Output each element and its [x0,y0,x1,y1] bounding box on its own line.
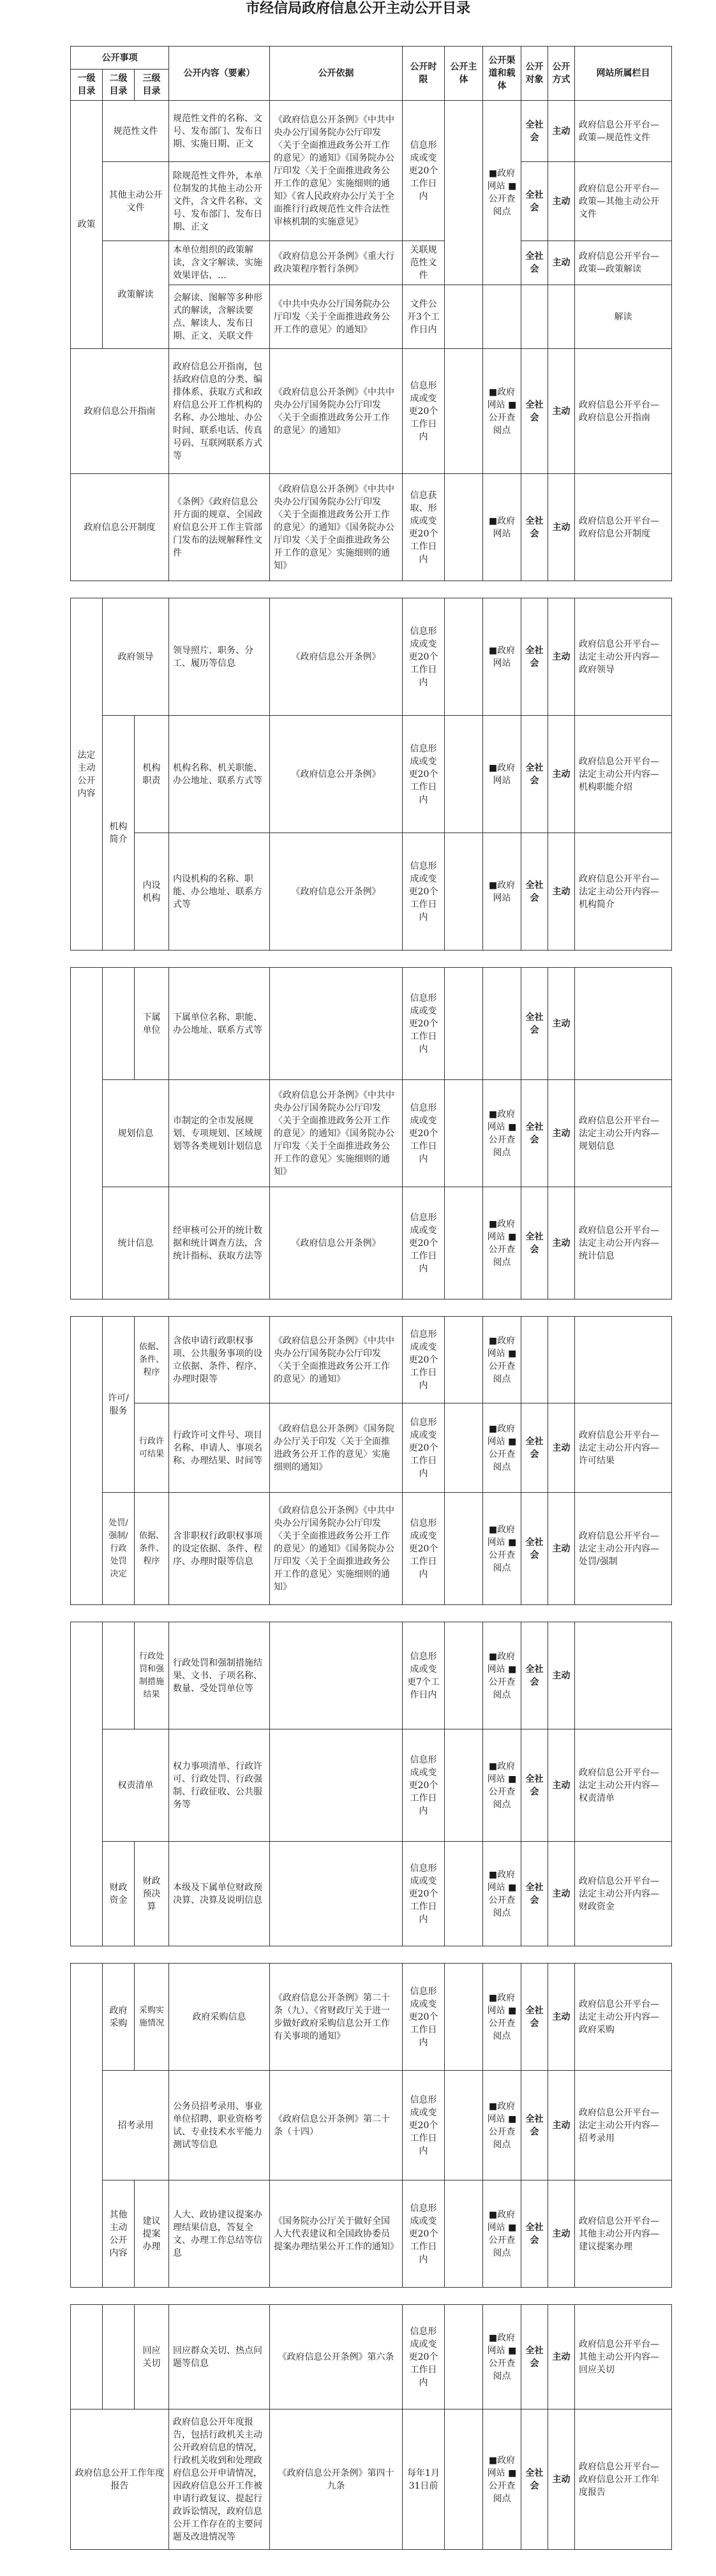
cell-subject [445,285,483,349]
header-l3: 三级目录 [135,70,169,101]
cell-method: 主动 [548,349,575,474]
cell-time: 关联规范性文件 [403,241,445,285]
cell-column: 政府信息公开平台—法定主动公开内容—规划信息 [575,1080,672,1187]
cell-subject [445,474,483,581]
cell-column: 政府信息公开平台—政府信息公开制度 [575,474,672,581]
cell-content: 政府信息公开指南，包括政府信息的分类、编排体系、获取方式和政府信息公开工作机构的名称、办公地址、办公时间、联系电话、传真号码、互联网联系方式等 [169,349,270,474]
cell-column: 政府信息公开平台—法定主动公开内容—政府采购 [575,1964,672,2071]
cell-method: 主动 [548,474,575,581]
cell-target: 全社会 [521,968,548,1080]
cell-subject [445,716,483,833]
header-method: 公开方式 [548,47,575,101]
cell-target: 全社会 [521,716,548,833]
cell-basis: 《政府信息公开条例》第六条 [270,2305,403,2409]
header-subject: 公开主体 [445,47,483,101]
cell-content: 政府信息公开年度报告，包括行政机关主动公开政府信息的情况，行政机关收到和处理政府信息公开申请情况，因政府信息公开工作被申请行政复议、提起行政诉讼情况，政府信息公开工作存在的主要问题及改进情况等 [169,2409,270,2550]
cell-time: 信息形成或变更20个工作日内 [403,101,445,241]
cell-l1 [71,2305,103,2409]
header-l2: 二级目录 [103,70,135,101]
cell-l1 [71,1622,103,1946]
header-time: 公开时限 [403,47,445,101]
cell-content: 市制定的全市发展规划、专项规划、区域规划等各类规划计划信息 [169,1080,270,1187]
table-row [71,101,672,162]
table-row [71,1729,672,1842]
cell-time: 信息形成或变更20个工作日内 [403,968,445,1080]
cell-l2: 统计信息 [103,1187,169,1299]
cell-carrier [483,968,521,1080]
table-row [71,598,672,716]
header-row-1 [71,47,672,70]
cell-target: 全社会 [521,2305,548,2409]
cell-time: 信息形成或变更20个工作日内 [403,1964,445,2071]
cell-carrier: ■政府网站 ■公开查阅点 [483,2409,521,2550]
cell-content: 行政处罚和强制措施结果、文书、子项名称、数量、受处罚单位等 [169,1622,270,1729]
cell-carrier: ■政府网站 [483,833,521,951]
cell-target: 全社会 [521,1622,548,1729]
cell-carrier: ■政府网站 ■公开查阅点 [483,2180,521,2288]
cell-time: 信息形成或变更20个工作日内 [403,1729,445,1842]
cell-column: 政府信息公开平台—法定主动公开内容—机构职能介绍 [575,716,672,833]
cell-method: 主动 [548,101,575,162]
cell-l2: 权责清单 [103,1729,169,1842]
table-row [71,1964,672,2071]
cell-l2 [103,1622,135,1729]
cell-method: 主动 [548,1964,575,2071]
section-separator [71,1605,672,1622]
cell-target: 全社会 [521,162,548,241]
cell-basis: 《政府信息公开条例》《重大行政决策程序暂行条例》 [270,241,403,285]
section-separator [71,2288,672,2305]
cell-target: 全社会 [521,2180,548,2288]
cell-carrier: ■政府网站 ■公开查阅点 [483,1964,521,2071]
cell-content: 本级及下属单位财政预决算、决算及说明信息 [169,1842,270,1946]
cell-target: 全社会 [521,474,548,581]
header-content: 公开内容（要素） [169,47,270,101]
cell-basis: 《政府信息公开条例》《中共中央办公厅国务院办公厅印发〈关于全面推进政务公开工作的意见〉的通知》 [270,1317,403,1403]
cell-subject [445,833,483,951]
cell-method [548,1317,575,1403]
cell-target: 全社会 [521,2409,548,2550]
cell-method: 主动 [548,241,575,285]
cell-content: 本单位组织的政策解读，含文字解读、实施效果评估、… [169,241,270,285]
cell-carrier: ■政府网站 [483,598,521,716]
cell-carrier: ■政府网站 ■公开查阅点 [483,2071,521,2180]
cell-content: 行政许可文件号、项目名称、申请人、事项名称、办理结果、时间等 [169,1403,270,1493]
cell-time: 文件公开3个工作日内 [403,285,445,349]
cell-column: 政府信息公开平台—法定主动公开内容—许可结果 [575,1403,672,1493]
cell-target [521,1317,548,1403]
cell-target [521,285,548,349]
cell-l3: 财政预决算 [135,1842,169,1946]
cell-content: 权力事项清单、行政许可、行政处罚、行政强制、行政征收、公共服务等 [169,1729,270,1842]
cell-subject [445,2305,483,2409]
cell-l1 [71,968,103,1299]
cell-subject [445,1403,483,1493]
header-column: 网站所属栏目 [575,47,672,101]
cell-method: 主动 [548,968,575,1080]
cell-basis: 《政府信息公开条例》 [270,598,403,716]
cell-l2: 规划信息 [103,1080,169,1187]
cell-content: 公务员招考录用、事业单位招聘、职业资格考试、专业技术水平能力测试等信息 [169,2071,270,2180]
cell-basis: 《政府信息公开条例》第二十条（九）、《省财政厅关于进一步做好政府采购信息公开工作有关事项的通知》 [270,1964,403,2071]
cell-target: 全社会 [521,2071,548,2180]
cell-target: 全社会 [521,598,548,716]
cell-time: 信息形成或变更20个工作日内 [403,1842,445,1946]
cell-content: 机构名称、机关职能、办公地址、联系方式等 [169,716,270,833]
cell-subject [445,1842,483,1946]
table-row [71,1622,672,1729]
cell-subject [445,1187,483,1299]
cell-target: 全社会 [521,1964,548,2071]
table-row [71,1317,672,1403]
cell-basis [270,1842,403,1946]
cell-column [575,1317,672,1403]
cell-l3: 依据、条件、程序 [135,1493,169,1605]
cell-column: 政府信息公开平台—其他主动公开内容—回应关切 [575,2305,672,2409]
cell-column: 政府信息公开平台—政府信息公开指南 [575,349,672,474]
table-row [71,2409,672,2550]
header-carrier: 公开渠道和载体 [483,47,521,101]
cell-content: 领导照片、职务、分工、履历等信息 [169,598,270,716]
cell-basis: 《国务院办公厅关于做好全国人大代表建议和全国政协委员提案办理结果公开工作的通知》 [270,2180,403,2288]
cell-l3: 建议提案办理 [135,2180,169,2288]
cell-basis: 《中共中央办公厅国务院办公厅印发〈关于全面推进政务公开工作的意见〉的通知》 [270,285,403,349]
table-row [71,2305,672,2409]
cell-subject [445,968,483,1080]
cell-basis: 《政府信息公开条例》《国务院办公厅关于印发〈关于全面推进政务公开工作的意见〉实施细则的通知》 [270,1403,403,1493]
cell-l3: 行政许可结果 [135,1403,169,1493]
cell-time: 信息形成或变更20个工作日内 [403,598,445,716]
cell-column: 政府信息公开平台—政策—政策解读 [575,241,672,285]
cell-content: 除规范性文件外，本单位制发的其他主动公开文件，含文件名称、文号、发布部门、发布日期、正文 [169,162,270,241]
cell-time: 信息形成或变更20个工作日内 [403,2305,445,2409]
cell-method: 主动 [548,1622,575,1729]
cell-column: 政府信息公开平台—法定主动公开内容—权责清单 [575,1729,672,1842]
cell-subject [445,2071,483,2180]
cell-content: 政府采购信息 [169,1964,270,2071]
cell-column: 政府信息公开平台—法定主动公开内容—处罚/强制 [575,1493,672,1605]
cell-column: 政府信息公开平台—法定主动公开内容—政府领导 [575,598,672,716]
cell-column: 政府信息公开平台—政策—规范性文件 [575,101,672,162]
cell-l2: 规范性文件 [103,101,169,162]
cell-method: 主动 [548,598,575,716]
cell-l1: 政策 [71,101,103,349]
cell-time: 信息形成或变更20个工作日内 [403,2071,445,2180]
cell-column: 政府信息公开平台—其他主动公开内容—建议提案办理 [575,2180,672,2288]
cell-carrier: ■政府网站 ■公开查阅点 [483,1187,521,1299]
cell-column [575,968,672,1080]
cell-l3: 采购实施情况 [135,1964,169,2071]
cell-method: 主动 [548,1493,575,1605]
cell-target: 全社会 [521,1729,548,1842]
cell-method: 主动 [548,2180,575,2288]
cell-carrier: ■政府网站 ■公开查阅点 [483,1493,521,1605]
table-row [71,349,672,474]
cell-time: 信息形成或变更20个工作日内 [403,1317,445,1403]
cell-carrier: ■政府网站 ■公开查阅点 [483,2305,521,2409]
cell-time: 信息形成或变更20个工作日内 [403,2180,445,2288]
cell-carrier [483,285,521,349]
cell-target: 全社会 [521,1187,548,1299]
cell-column: 政府信息公开平台—政府信息公开工作年度报告 [575,2409,672,2550]
cell-l2: 政府采购 [103,1964,135,2071]
cell-carrier: ■政府网站 ■公开查阅点 [483,1842,521,1946]
cell-l2 [103,968,135,1080]
cell-time: 信息获取、形成或变更20个工作日内 [403,474,445,581]
cell-basis: 《政府信息公开条例》《中共中央办公厅国务院办公厅印发〈关于全面推进政务公开工作的意见〉的通知》 [270,349,403,474]
table-row [71,1187,672,1299]
cell-method: 主动 [548,1729,575,1842]
cell-method: 主动 [548,162,575,241]
cell-time: 信息形成或变更20个工作日内 [403,1403,445,1493]
cell-l2: 财政资金 [103,1842,135,1946]
cell-l2: 其他主动公开文件 [103,162,169,241]
cell-subject [445,349,483,474]
cell-target: 全社会 [521,241,548,285]
page-title: 市经信局政府信息公开主动公开目录 [245,0,470,17]
cell-subject [445,1729,483,1842]
cell-basis: 《政府信息公开条例》第二十条（十四） [270,2071,403,2180]
cell-subject [445,1964,483,2071]
cell-basis: 《政府信息公开条例》《中共中央办公厅国务院办公厅印发〈关于全面推进政务公开工作的意见〉的通知》《国务院办公厅印发〈关于全面推进政务公开工作的意见〉实施细则的通知》 [270,1080,403,1187]
cell-time: 信息形成或变更20个工作日内 [403,833,445,951]
cell-column: 政府信息公开平台—法定主动公开内容—招考录用 [575,2071,672,2180]
cell-time: 信息形成或变更20个工作日内 [403,716,445,833]
section-separator [71,1946,672,1964]
cell-method: 主动 [548,2071,575,2180]
table-row [71,1080,672,1187]
cell-method: 主动 [548,1403,575,1493]
cell-target: 全社会 [521,349,548,474]
cell-basis [270,1622,403,1729]
cell-subject [445,2180,483,2288]
table-row [71,716,672,833]
cell-content: 回应群众关切、热点问题等信息 [169,2305,270,2409]
cell-column: 政府信息公开平台—法定主动公开内容—统计信息 [575,1187,672,1299]
cell-basis: 《政府信息公开条例》 [270,716,403,833]
cell-basis [270,1729,403,1842]
cell-carrier: ■政府网站 ■公开查阅点 [483,1622,521,1729]
cell-subject [445,1493,483,1605]
cell-carrier: ■政府网站 ■公开查阅点 [483,1729,521,1842]
cell-l1 [71,1317,103,1605]
cell-method: 主动 [548,716,575,833]
table-row [71,1403,672,1493]
cell-content: 下属单位名称、职能、办公地址、联系方式等 [169,968,270,1080]
cell-time: 信息形成或变更20个工作日内 [403,1080,445,1187]
cell-l2 [103,2305,135,2409]
catalog-table-container [70,46,671,2550]
cell-content: 内设机构的名称、职能、办公地址、联系方式等 [169,833,270,951]
table-row [71,968,672,1080]
cell-content: 人大、政协建议提案办理结果信息，答复全文、办理工作总结等信息 [169,2180,270,2288]
cell-column: 解读 [575,285,672,349]
cell-basis [270,968,403,1080]
cell-l3: 回应关切 [135,2305,169,2409]
cell-carrier: ■政府网站 [483,474,521,581]
cell-method: 主动 [548,1842,575,1946]
header-target: 公开对象 [521,47,548,101]
cell-column: 政府信息公开平台—法定主动公开内容—机构简介 [575,833,672,951]
cell-content: 会解读、图解等多种形式的解读，含解读要点、解读人、发布日期、正文、关联文件 [169,285,270,349]
cell-time: 信息形成或变更20个工作日内 [403,349,445,474]
section-separator [71,581,672,598]
cell-subject [445,101,483,285]
cell-content: 含非职权行政职权事项的设定依据、条件、程序、办理时限等信息 [169,1493,270,1605]
cell-method: 主动 [548,1080,575,1187]
header-group: 公开事项 [71,47,169,70]
cell-subject [445,2409,483,2550]
cell-l3: 机构职责 [135,716,169,833]
cell-method: 主动 [548,833,575,951]
cell-basis: 《政府信息公开条例》《中共中央办公厅国务院办公厅印发〈关于全面推进政务公开工作的意见〉的通知》《国务院办公厅印发〈关于全面推进政务公开工作的意见〉实施细则的通知》 [270,1493,403,1605]
cell-column: 政府信息公开平台—政策—其他主动公开文件 [575,162,672,241]
cell-l1: 政府信息公开工作年度报告 [71,2409,169,2550]
cell-l2: 处罚/强制/行政处罚决定 [103,1493,135,1605]
section-separator [71,1299,672,1317]
cell-l1: 政府信息公开制度 [71,474,169,581]
cell-basis: 《政府信息公开条例》第四十九条 [270,2409,403,2550]
cell-l3: 依据、条件、程序 [135,1317,169,1403]
cell-method [548,285,575,349]
cell-l3: 行政处罚和强制措施结果 [135,1622,169,1729]
cell-subject [445,598,483,716]
cell-l1: 政府信息公开指南 [71,349,169,474]
cell-column: 政府信息公开平台—法定主动公开内容—财政资金 [575,1842,672,1946]
cell-carrier: ■政府网站 ■公开查阅点 [483,1080,521,1187]
cell-target: 全社会 [521,1842,548,1946]
cell-carrier: ■政府网站 ■公开查阅点 [483,101,521,285]
cell-carrier: ■政府网站 ■公开查阅点 [483,1403,521,1493]
cell-l3: 内设机构 [135,833,169,951]
cell-basis: 《政府信息公开条例》《中共中央办公厅国务院办公厅印发〈关于全面推进政务公开工作的意见〉的通知》《国务院办公厅印发〈关于全面推进政务公开工作的意见〉实施细则的通知》 [270,474,403,581]
table-row [71,1493,672,1605]
cell-method: 主动 [548,2305,575,2409]
cell-time: 信息形成或变更20个工作日内 [403,1187,445,1299]
cell-l2: 机构简介 [103,716,135,951]
cell-l2: 招考录用 [103,2071,169,2180]
cell-carrier: ■政府网站 ■公开查阅点 [483,349,521,474]
cell-carrier: ■政府网站 [483,716,521,833]
table-row [71,241,672,285]
cell-time: 每年1月31日前 [403,2409,445,2550]
cell-content: 规范性文件的名称、文号、发布部门、发布日期、实施日期、正文 [169,101,270,162]
cell-time: 信息形成或变更20个工作日内 [403,1493,445,1605]
cell-l1: 法定主动公开内容 [71,598,103,951]
cell-l2: 其他主动公开内容 [103,2180,135,2288]
table-row [71,2180,672,2288]
cell-subject [445,1317,483,1403]
table-row [71,2071,672,2180]
header-l1: 一级目录 [71,70,103,101]
cell-content: 含依申请行政职权事项、公共服务事项的设立依据、条件、程序、办理时限等 [169,1317,270,1403]
cell-content: 《条例》《政府信息公开方面的规章、全国政府信息公开工作主管部门发布的法规解释性文件 [169,474,270,581]
section-separator [71,951,672,968]
cell-l2: 政策解读 [103,241,169,349]
cell-l3: 下属单位 [135,968,169,1080]
cell-content: 经审核可公开的统计数据和统计调查方法，含统计指标、获取方法等 [169,1187,270,1299]
cell-target: 全社会 [521,1493,548,1605]
cell-target: 全社会 [521,833,548,951]
cell-basis: 《政府信息公开条例》《中共中央办公厅国务院办公厅印发〈关于全面推进政务公开工作的意见〉的通知》《国务院办公厅印发〈关于全面推进政务公开工作的意见〉实施细则的通知》《省人民政府办公厅关于全面推行行政规范性文件合法性审核机制的实施意见》 [270,101,403,241]
cell-basis: 《政府信息公开条例》 [270,833,403,951]
cell-target: 全社会 [521,1403,548,1493]
cell-l1 [71,1964,103,2288]
cell-method: 主动 [548,2409,575,2550]
header-basis: 公开依据 [270,47,403,101]
cell-target: 全社会 [521,1080,548,1187]
cell-time: 信息形成或变更7个工作日内 [403,1622,445,1729]
cell-method: 主动 [548,1187,575,1299]
cell-subject [445,1622,483,1729]
table-row [71,833,672,951]
cell-target: 全社会 [521,101,548,162]
cell-carrier: ■政府网站 ■公开查阅点 [483,1317,521,1403]
cell-l2: 许可/服务 [103,1317,135,1493]
cell-l2: 政府领导 [103,598,169,716]
table-row [71,474,672,581]
cell-column [575,1622,672,1729]
cell-basis: 《政府信息公开条例》 [270,1187,403,1299]
cell-subject [445,1080,483,1187]
catalog-table [70,46,672,2550]
table-row [71,1842,672,1946]
